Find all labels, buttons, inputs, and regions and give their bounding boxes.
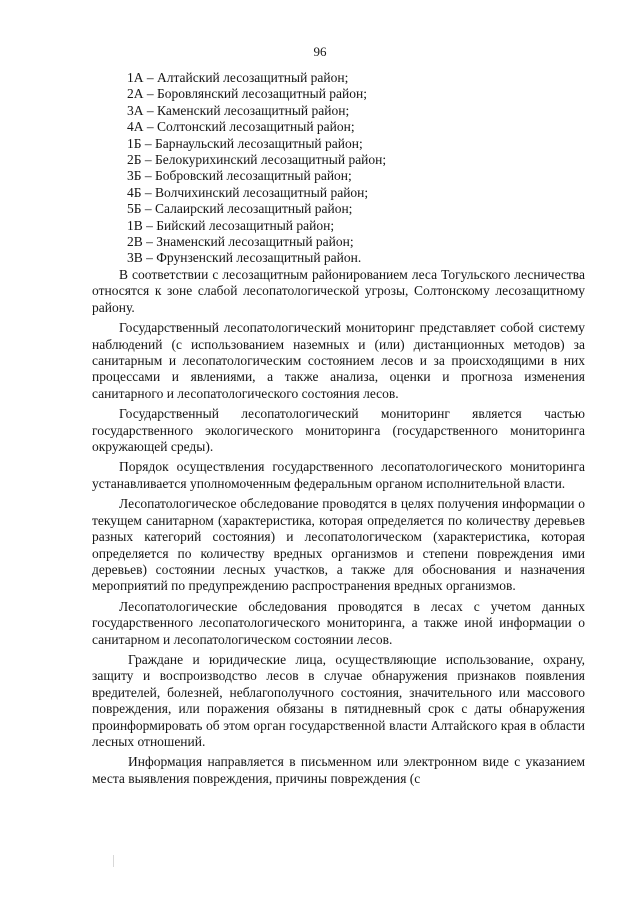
- scan-artifact: [113, 855, 114, 867]
- paragraph-information-submission: Информация направляется в письменном или электронном виде с указанием места выявления повреждения, причины повреждения (с: [92, 754, 585, 786]
- zone-item-2b: 2Б – Белокурихинский лесозащитный район;: [127, 152, 387, 168]
- paragraph-survey-purpose: Лесопатологическое обследование проводятся в целях получения информации о текущем санитарном (характеристика, которая определяется по количеству деревьев разных категорий состояния) и лесопатологическом (характеристика, которая определяется по количеству вредных организмов и степени повреждения ими деревьев) состоянии лесных участков, а также для обоснования и назначения мероприятий по предупреждению распространения вредных организмов.: [92, 496, 585, 594]
- body-text: [92, 267, 585, 787]
- zone-item-1b: 1Б – Барнаульский лесозащитный район;: [127, 135, 363, 151]
- paragraph-monitoring-definition: Государственный лесопатологический мониторинг представляет собой систему наблюдений (с использованием наземных и (или) дистанционных методов) за санитарным и лесопатологическим состоянием лесов и за происходящими в них процессами и явлениями, а также анализа, оценки и прогноза изменения санитарного и лесопатологического состояния лесов.: [92, 320, 585, 401]
- zone-item-3v: 3В – Фрунзенский лесозащитный район.: [127, 250, 362, 266]
- zone-item-4b: 4Б – Волчихинский лесозащитный район;: [127, 184, 369, 200]
- zone-item-3a: 3А – Каменский лесозащитный район;: [127, 102, 350, 118]
- paragraph-monitoring-part: Государственный лесопатологический мониторинг является частью государственного экологического мониторинга (государственного мониторинга окружающей среды).: [92, 406, 585, 455]
- paragraph-zoning: В соответствии с лесозащитным районированием леса Тогульского лесничества относятся к зоне слабой лесопатологической угрозы, Солтонскому лесозащитному району.: [92, 267, 585, 315]
- zone-item-3b: 3Б – Бобровский лесозащитный район;: [127, 168, 352, 184]
- zone-item-4a: 4А – Солтонский лесозащитный район;: [127, 119, 355, 135]
- zone-item-5b: 5Б – Салаирский лесозащитный район;: [127, 201, 353, 217]
- paragraph-monitoring-procedure: Порядок осуществления государственного лесопатологического мониторинга устанавливается уполномоченным федеральным органом исполнительной власти.: [92, 459, 585, 491]
- zone-item-1v: 1В – Бийский лесозащитный район;: [127, 217, 335, 233]
- paragraph-citizen-obligations: Граждане и юридические лица, осуществляющие использование, охрану, защиту и воспроизводство лесов в случае обнаружения признаков появления вредителей, болезней, неблагополучного состояния, значительного или массового повреждения, или поражения обязаны в пятидневный срок с даты обнаружения проинформировать об этом орган государственной власти Алтайского края в области лесных отношений.: [92, 651, 585, 749]
- forest-protection-zone-list: [127, 70, 547, 267]
- zone-item-1a: 1А – Алтайский лесозащитный район;: [127, 70, 349, 85]
- paragraph-survey-data: Лесопатологические обследования проводятся в лесах с учетом данных государственного лесопатологического мониторинга, а также иной информации о санитарном и лесопатологическом состоянии лесов.: [92, 598, 585, 647]
- page-number: 96: [313, 44, 327, 59]
- zone-item-2v: 2В – Знаменский лесозащитный район;: [127, 234, 354, 250]
- zone-item-2a: 2А – Боровлянский лесозащитный район;: [127, 86, 367, 102]
